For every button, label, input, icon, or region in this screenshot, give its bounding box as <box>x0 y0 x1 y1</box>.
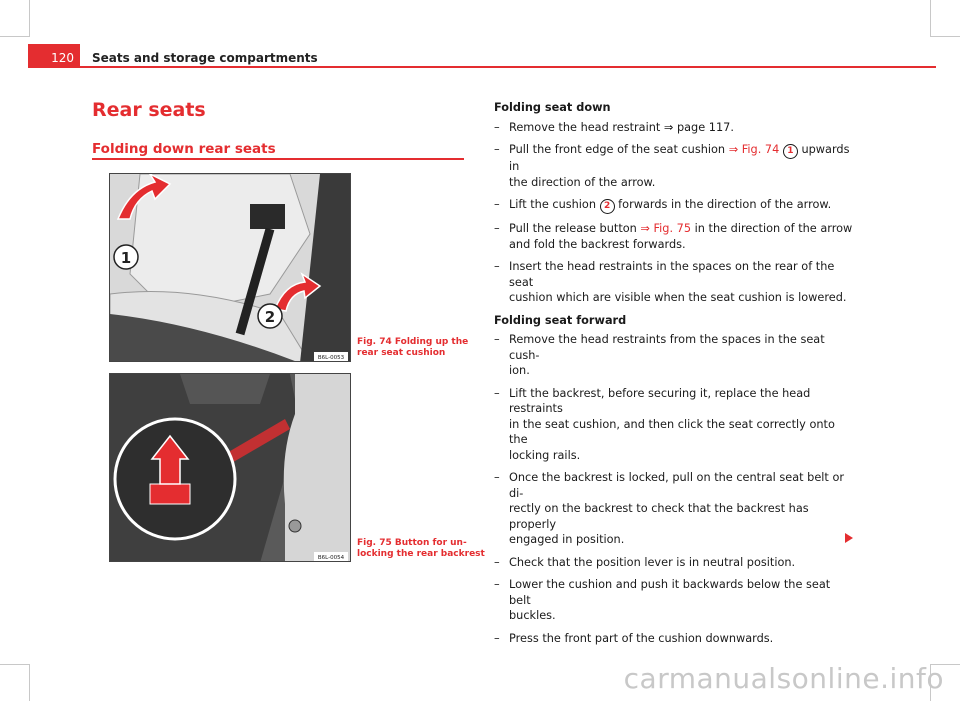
crop-mark <box>29 664 30 701</box>
crop-mark <box>0 36 30 37</box>
callout-2: 2 <box>264 308 276 326</box>
list-item: – Once the backrest is locked, pull on the central seat belt or di- rectly on the backrest to check that the backrest has properly engaged in position. <box>494 471 845 546</box>
figure-74-image <box>109 173 351 362</box>
list-item: – Lower the cushion and push it backwards below the seat belt buckles. <box>494 578 831 622</box>
folding-seat-down-heading: Folding seat down <box>494 101 611 114</box>
instructions-column <box>494 100 854 653</box>
figure-74-caption: Fig. 74 Folding up the rear seat cushion <box>357 337 469 358</box>
watermark: carmanualsonline.info <box>623 662 944 695</box>
list-item: – Remove the head restraint ⇒ page 117. <box>494 120 734 134</box>
figure-75-caption: Fig. 75 Button for un- locking the rear backrest <box>357 538 485 559</box>
subsection-rule <box>92 158 464 160</box>
list-item: – Press the front part of the cushion downwards. <box>494 631 774 645</box>
continue-arrow-icon <box>845 533 853 543</box>
header-rule <box>28 66 80 68</box>
figure-link[interactable]: ⇒ Fig. 75 <box>640 222 692 235</box>
figure-75-image <box>109 373 351 562</box>
list-item: – Check that the position lever is in neutral position. <box>494 555 796 569</box>
page-number: 120 <box>28 44 80 66</box>
header-rule <box>80 66 936 68</box>
backrest-button-illustration <box>110 374 351 562</box>
list-item: – Pull the front edge of the seat cushion ⇒ Fig. 74 1 upwards in the direction of the arrow. <box>494 143 850 189</box>
figure-code: B6L-0054 <box>317 555 345 561</box>
subsection-title: Folding down rear seats <box>92 141 276 157</box>
list-item: – Remove the head restraints from the spaces in the seat cush- ion. <box>494 333 825 377</box>
figure-link[interactable]: ⇒ Fig. 74 <box>728 143 780 156</box>
callout-badge: 1 <box>783 144 798 159</box>
crop-mark <box>930 0 931 36</box>
crop-mark <box>0 664 30 665</box>
seat-cushion-illustration <box>110 174 351 362</box>
running-header: Seats and storage compartments <box>92 51 318 65</box>
list-item: – Lift the backrest, before securing it, replace the head restraints in the seat cushion, and then click the seat correctly onto the locking rails. <box>494 386 835 462</box>
list-item: – Pull the release button ⇒ Fig. 75 in the direction of the arrow and fold the backrest forwards. <box>494 222 853 251</box>
list-item: – Lift the cushion 2 forwards in the direction of the arrow. <box>494 197 854 214</box>
figure-code: B6L-0053 <box>317 355 345 361</box>
crop-mark <box>29 0 30 36</box>
folding-seat-forward-heading: Folding seat forward <box>494 313 627 327</box>
callout-1: 1 <box>120 249 132 267</box>
list-item: – Insert the head restraints in the spaces on the rear of the seat cushion which are visible when the seat cushion is lowered. <box>494 260 847 304</box>
callout-badge: 2 <box>600 199 615 214</box>
crop-mark <box>930 36 960 37</box>
section-title: Rear seats <box>92 99 206 121</box>
